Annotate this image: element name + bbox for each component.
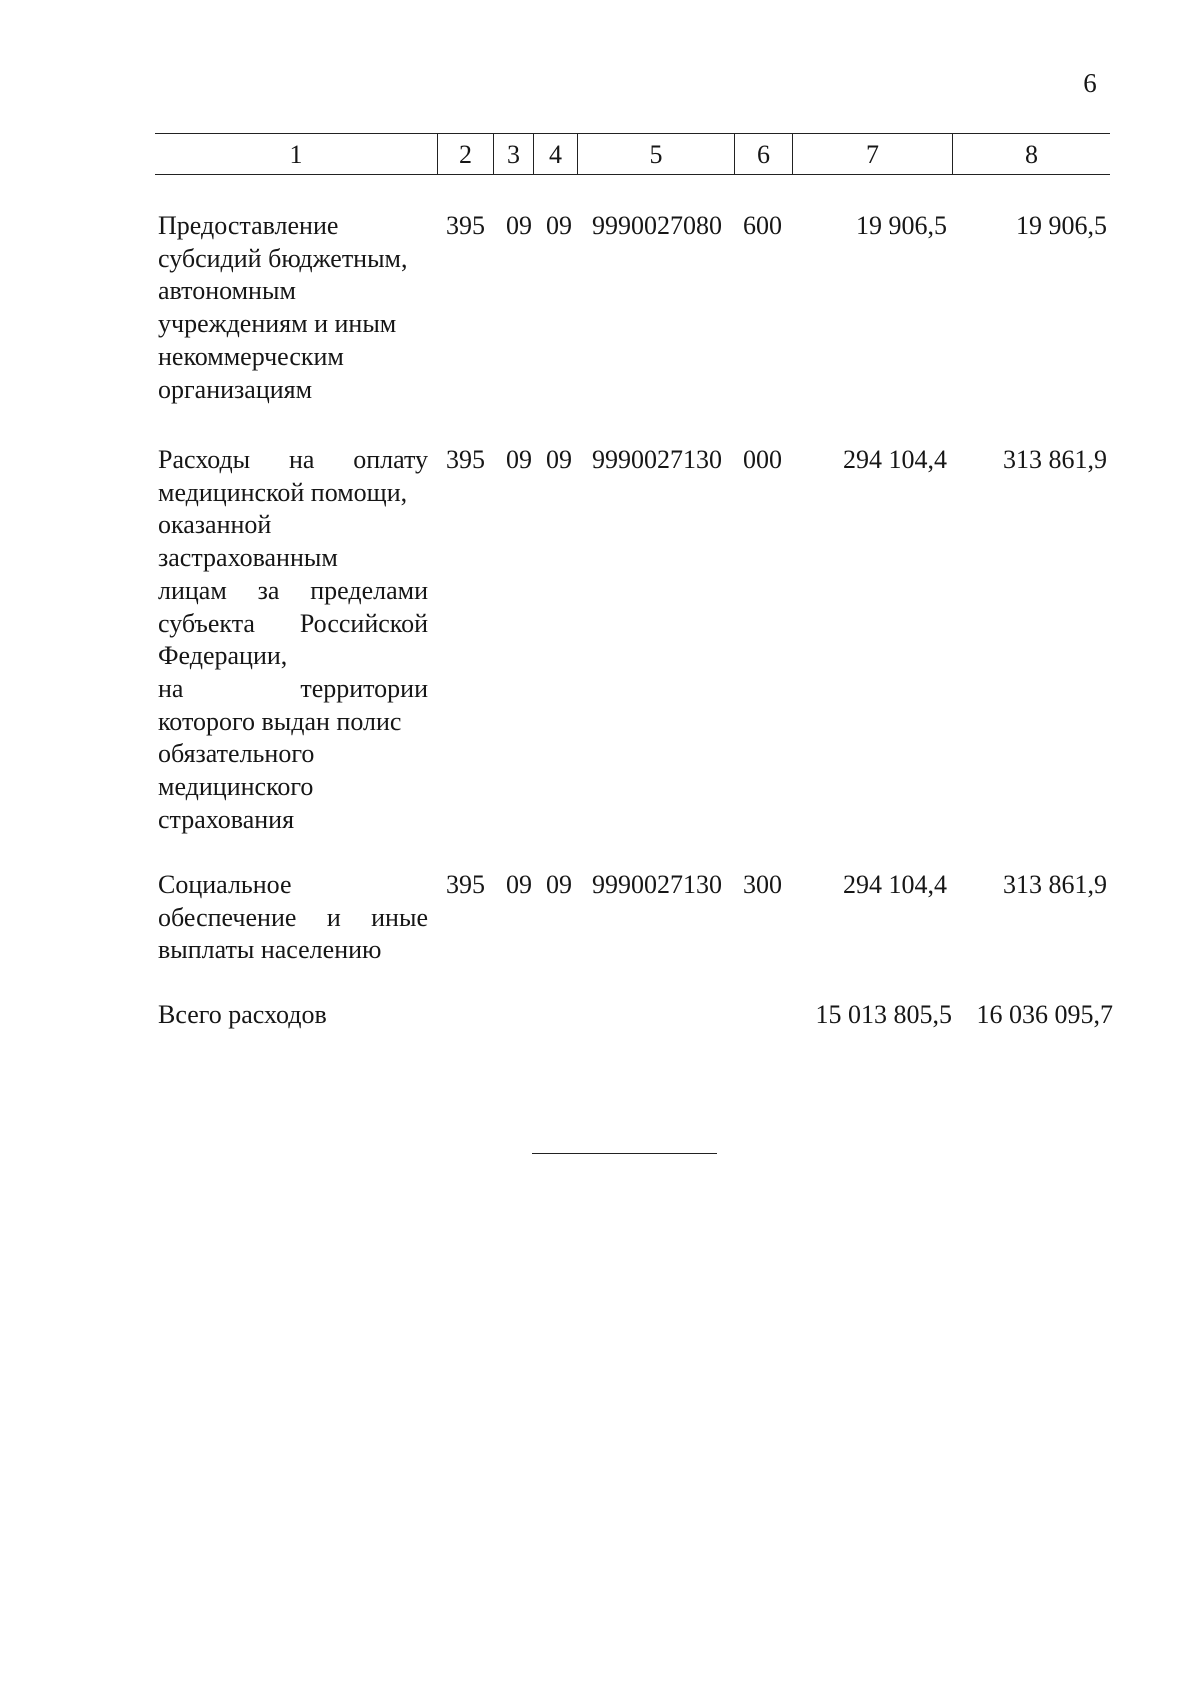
row-name-line: учреждениям и иным [158,309,397,339]
cell-col-7: 19 906,5 [856,211,947,240]
cell-col-8: 19 906,5 [1016,211,1107,240]
row-name-line: которого выдан полис [158,706,402,736]
row-name-line: страхования [158,804,295,834]
row-name-line: медицинской помощи, [158,477,408,507]
cell-col-8: 313 861,9 [1003,870,1107,899]
row-name-line [158,902,428,935]
header-col-1: 1 [289,140,303,169]
row-name-line: автономным [158,276,296,306]
row-name-line: выплаты населению [158,935,382,965]
row-name-line [158,673,428,706]
cell-col-4: 09 [546,211,572,240]
total-col-8: 16 036 095,7 [976,1000,1113,1029]
row-name-word: пределами [310,575,428,605]
table-header [155,133,1110,175]
row-name [158,444,428,836]
row-name-line: Социальное [158,870,292,899]
cell-col-2: 395 [446,211,485,240]
total-label: Всего расходов [158,1000,327,1029]
cell-col-8: 313 861,9 [1003,445,1107,474]
row-name-word: и [326,902,341,932]
cell-col-3: 09 [506,445,532,474]
cell-col-5: 9990027130 [592,445,722,474]
total-col-7: 15 013 805,5 [815,1000,952,1029]
row-name-line: организациям [158,374,313,404]
cell-col-5: 9990027080 [592,211,722,240]
row-name-line: оказанной [158,510,272,540]
row-name-line: Федерации, [158,641,288,671]
header-col-6: 6 [734,134,792,174]
cell-col-6: 000 [743,445,782,474]
cell-col-3: 09 [506,211,532,240]
header-col-7: 7 [792,134,952,174]
row-name [158,210,428,406]
row-name-word: лицам [158,575,227,605]
cell-col-6: 300 [743,870,782,899]
row-name-word: субъекта [158,608,255,638]
cell-col-2: 395 [446,870,485,899]
cell-col-5: 9990027130 [592,870,722,899]
header-col-8: 8 [952,134,1110,174]
row-name-line: обязательного [158,739,315,769]
row-name-word: за [257,575,280,605]
row-name-word: территории [300,673,428,703]
row-name-line: некоммерческим [158,341,344,371]
row-name-line [158,444,428,477]
end-separator-line [532,1153,717,1154]
cell-col-7: 294 104,4 [843,870,947,899]
row-name-word: Российской [299,608,428,638]
row-name-line [158,608,428,641]
row-name-line: медицинского [158,772,314,802]
page-number: 6 [1083,68,1097,98]
header-col-2: 2 [437,134,493,174]
row-name-word: иные [371,902,428,932]
cell-col-2: 395 [446,445,485,474]
cell-col-4: 09 [546,870,572,899]
cell-col-7: 294 104,4 [843,445,947,474]
row-name-line: застрахованным [158,543,338,573]
row-name-line [158,575,428,608]
row-name-word: Расходы [158,445,251,474]
row-name-word: оплату [353,445,428,474]
row-name-line: Предоставление [158,211,339,240]
row-name-line: субсидий бюджетным, [158,243,408,273]
row-name [158,869,428,967]
header-col-5: 5 [577,134,734,174]
row-name-word: на [158,673,184,703]
cell-col-6: 600 [743,211,782,240]
cell-col-3: 09 [506,870,532,899]
header-col-3: 3 [493,134,533,174]
row-name-word: обеспечение [158,902,297,932]
cell-col-4: 09 [546,445,572,474]
header-col-4: 4 [533,134,577,174]
row-name-word: на [288,445,315,474]
